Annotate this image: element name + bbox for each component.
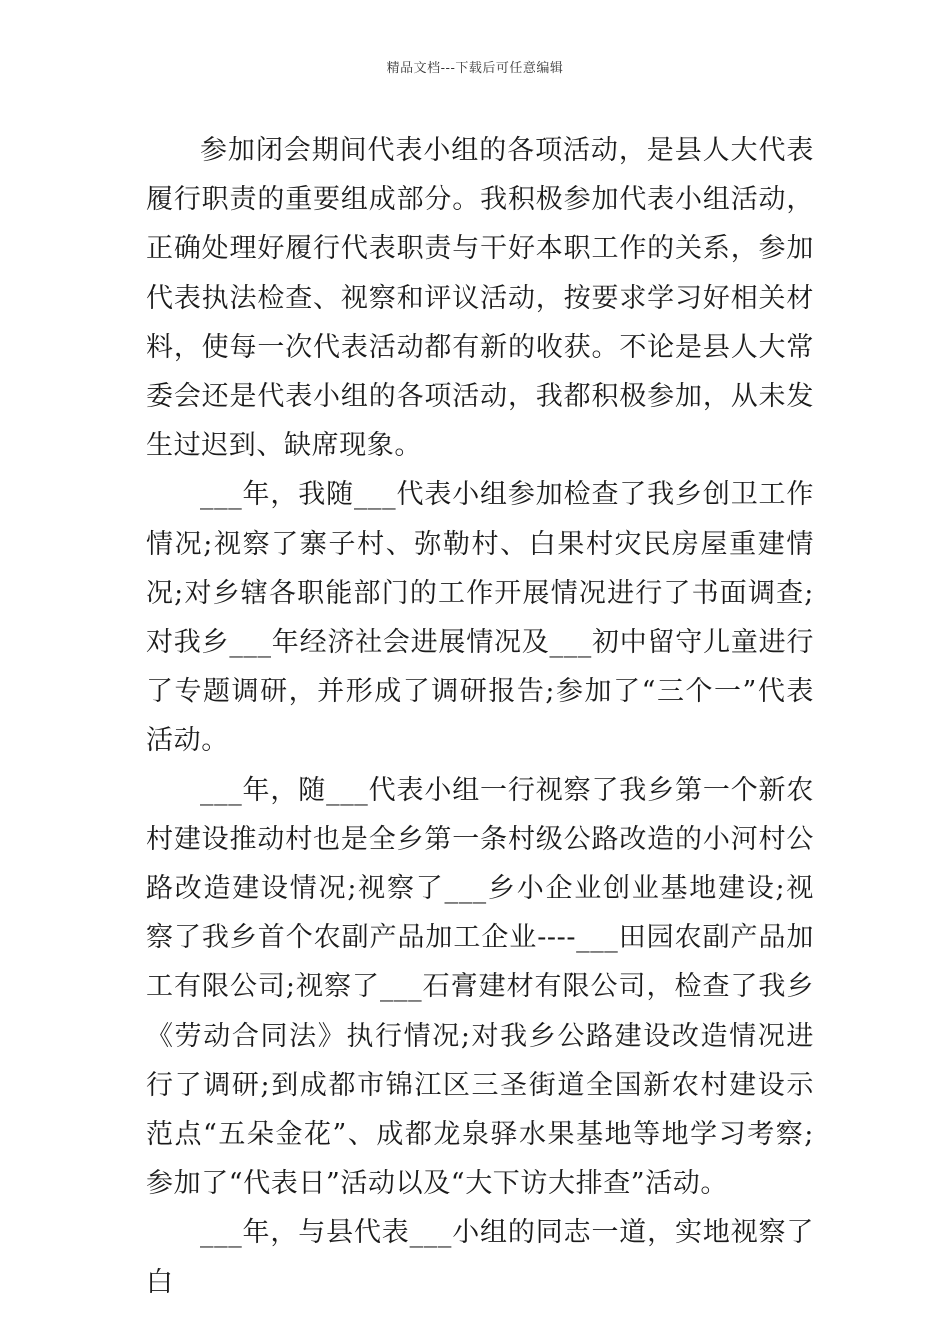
paragraph-2: ___年，我随___代表小组参加检查了我乡创卫工作情况;视察了寨子村、弥勒村、白果村灾民房屋重建情况;对乡辖各职能部门的工作开展情况进行了书面调查;对我乡___年经济社会进展情况及___初中留守儿童进行了专题调研，并形成了调研报告;参加了“三个一”代表活动。 [146, 479, 814, 757]
document-body [146, 126, 814, 1307]
paragraph-3: ___年，随___代表小组一行视察了我乡第一个新农村建设推动村也是全乡第一条村级公路改造的小河村公路改造建设情况;视察了___乡小企业创业基地建设;视察了我乡首个农副产品加工企业----___田园农副产品加工有限公司;视察了___石膏建材有限公司，检查了我乡《劳动合同法》执行情况;对我乡公路建设改造情况进行了调研;到成都市锦江区三圣街道全国新农村建设示范点“五朵金花”、成都龙泉驿水果基地等地学习考察;参加了“代表日”活动以及“大下访大排查”活动。 [146, 774, 814, 1200]
paragraph-4: ___年，与县代表___小组的同志一道，实地视察了白 [146, 1217, 814, 1298]
page-header: 精品文档---下载后可任意编辑 [386, 61, 564, 76]
paragraph-1: 参加闭会期间代表小组的各项活动，是县人大代表履行职责的重要组成部分。我积极参加代表小组活动，正确处理好履行代表职责与干好本职工作的关系，参加代表执法检查、视察和评议活动，按要求学习好相关材料，使每一次代表活动都有新的收获。不论是县人大常委会还是代表小组的各项活动，我都积极参加，从未发生过迟到、缺席现象。 [146, 135, 814, 462]
